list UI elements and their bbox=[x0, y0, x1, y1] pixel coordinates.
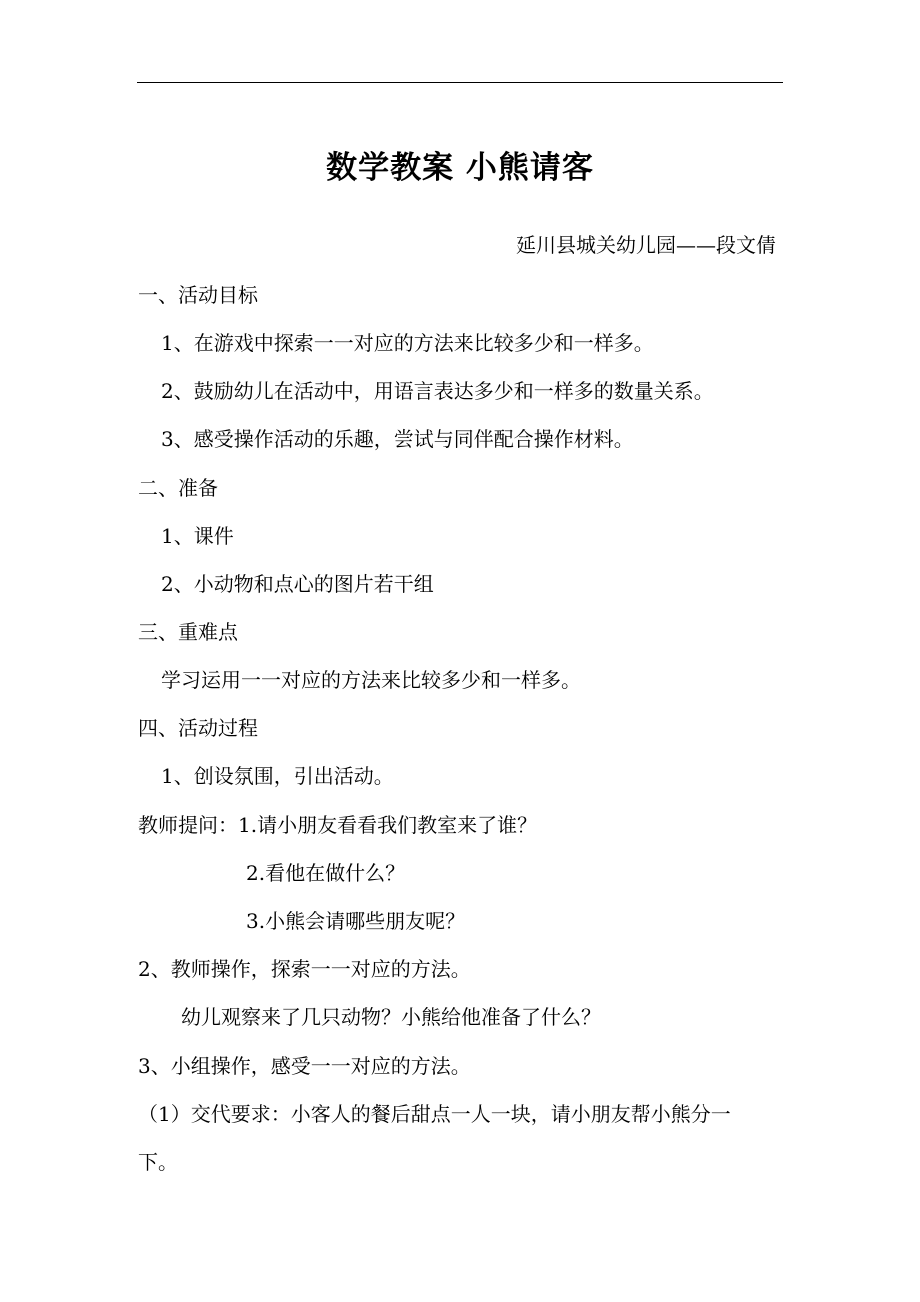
requirement-text-continued: 下。 bbox=[138, 1150, 178, 1174]
section-heading-key-points: 三、重难点 bbox=[138, 620, 238, 644]
child-observation: 幼儿观察来了几只动物？小熊给他准备了什么？ bbox=[181, 1005, 601, 1029]
goal-item-1: 1、在游戏中探索一一对应的方法来比较多少和一样多。 bbox=[161, 331, 654, 355]
requirement-text: （1）交代要求：小客人的餐后甜点一人一块，请小朋友帮小熊分一 bbox=[138, 1102, 731, 1126]
header-rule bbox=[137, 82, 783, 83]
preparation-item-2: 2、小动物和点心的图片若干组 bbox=[161, 572, 434, 596]
teacher-question-3: 3.小熊会请哪些朋友呢？ bbox=[246, 909, 466, 933]
teacher-question-1: 教师提问：1.请小朋友看看我们教室来了谁？ bbox=[138, 813, 538, 837]
teacher-question-2: 2.看他在做什么？ bbox=[246, 861, 406, 885]
goal-item-3: 3、感受操作活动的乐趣，尝试与同伴配合操作材料。 bbox=[161, 427, 634, 451]
section-heading-goals: 一、活动目标 bbox=[138, 283, 258, 307]
document-title: 数学教案 小熊请客 bbox=[326, 150, 594, 186]
process-step-3: 3、小组操作，感受一一对应的方法。 bbox=[138, 1054, 471, 1078]
section-heading-preparation: 二、准备 bbox=[138, 476, 218, 500]
author-line: 延川县城关幼儿园——段文倩 bbox=[516, 233, 776, 257]
process-step-1: 1、创设氛围，引出活动。 bbox=[161, 764, 394, 788]
section-heading-process: 四、活动过程 bbox=[138, 716, 258, 740]
process-step-2: 2、教师操作，探索一一对应的方法。 bbox=[138, 957, 471, 981]
preparation-item-1: 1、课件 bbox=[161, 524, 234, 548]
goal-item-2: 2、鼓励幼儿在活动中，用语言表达多少和一样多的数量关系。 bbox=[161, 379, 714, 403]
key-points-text: 学习运用一一对应的方法来比较多少和一样多。 bbox=[161, 668, 581, 692]
